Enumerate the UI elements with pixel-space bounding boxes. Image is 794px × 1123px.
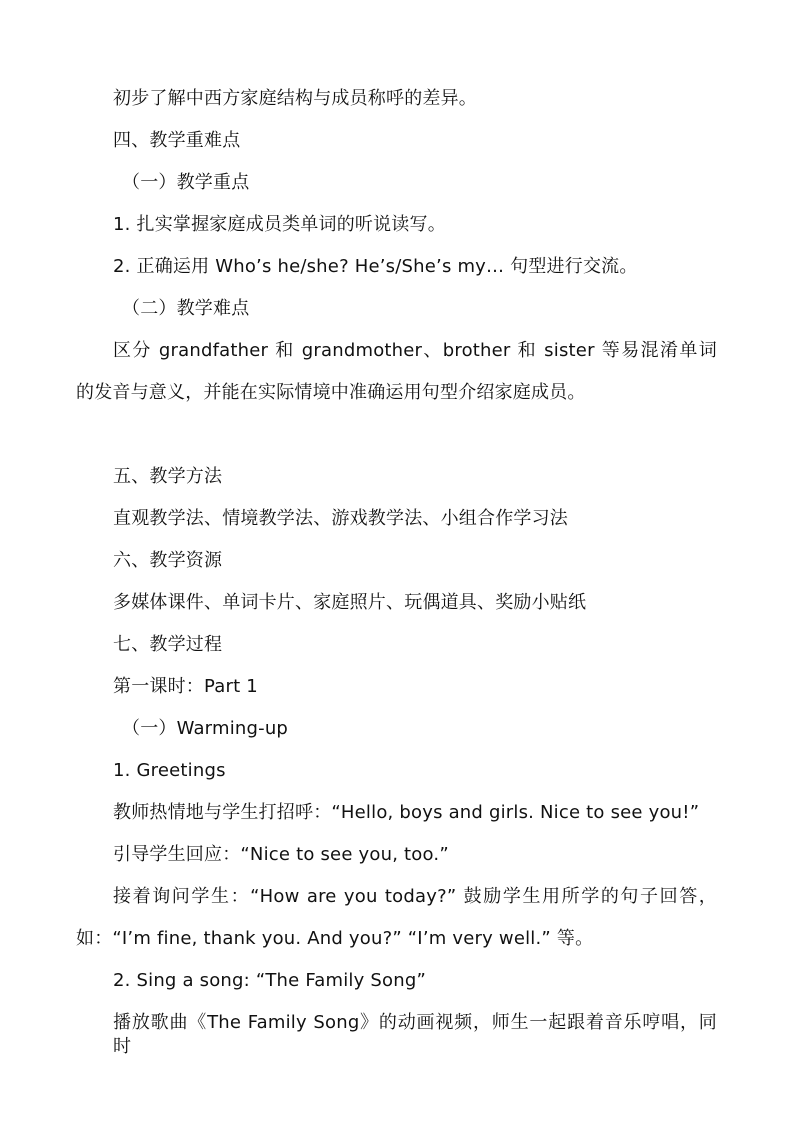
step-song-heading: 2. Sing a song: “The Family Song” [113, 970, 427, 991]
heading-section-6: 六、教学资源 [113, 550, 223, 571]
paragraph-key-point-1: 1. 扎实掌握家庭成员类单词的听说读写。 [113, 214, 446, 235]
paragraph-difficulty-line-2: 的发音与意义，并能在实际情境中准确运用句型介绍家庭成员。 [76, 382, 586, 403]
paragraph-teacher-greeting: 教师热情地与学生打招呼：“Hello, boys and girls. Nice to see you!” [113, 802, 700, 823]
paragraph-song-activity: 播放歌曲《The Family Song》的动画视频，师生一起跟着音乐哼唱，同时 [113, 1012, 717, 1057]
heading-section-5: 五、教学方法 [113, 466, 223, 487]
subheading-warming-up: （一）Warming-up [122, 718, 289, 739]
step-greetings-heading: 1. Greetings [113, 760, 226, 781]
paragraph-intro-goal: 初步了解中西方家庭结构与成员称呼的差异。 [113, 88, 477, 109]
paragraph-student-response: 引导学生回应：“Nice to see you, too.” [113, 844, 449, 865]
paragraph-key-point-2: 2. 正确运用 Who’s he/she? He’s/She’s my… 句型进行交流。 [113, 256, 638, 277]
subheading-difficulties: （二）教学难点 [122, 298, 250, 319]
heading-section-4: 四、教学重难点 [113, 130, 241, 151]
heading-section-7: 七、教学过程 [113, 634, 223, 655]
paragraph-resources: 多媒体课件、单词卡片、家庭照片、玩偶道具、奖励小贴纸 [113, 592, 587, 613]
paragraph-ask-students-line-1: 接着询问学生：“How are you today?” 鼓励学生用所学的句子回答， [113, 886, 717, 907]
paragraph-methods: 直观教学法、情境教学法、游戏教学法、小组合作学习法 [113, 508, 568, 529]
subheading-key-points: （一）教学重点 [122, 172, 250, 193]
lesson-title: 第一课时：Part 1 [113, 676, 258, 697]
paragraph-difficulty-line-1: 区分 grandfather 和 grandmother、brother 和 sister 等易混淆单词 [113, 340, 717, 361]
paragraph-ask-students-line-2: 如：“I’m fine, thank you. And you?” “I’m very well.” 等。 [76, 928, 594, 949]
